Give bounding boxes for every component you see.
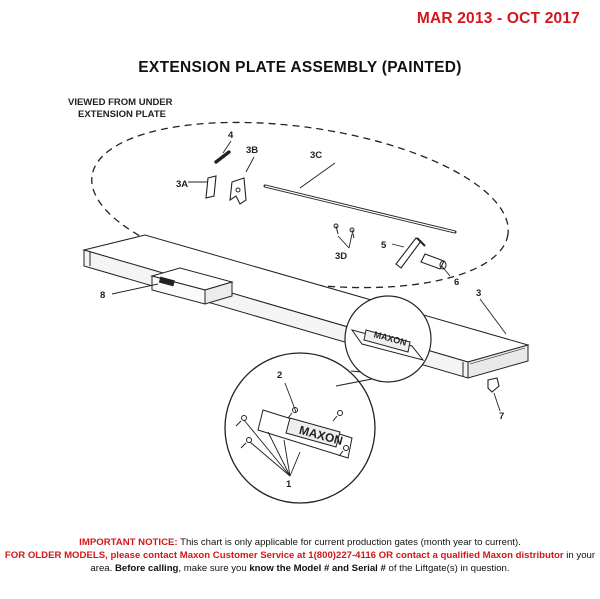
callout-3b: 3B (246, 145, 259, 156)
notice-text2: in your area. (90, 550, 596, 575)
callout-4: 4 (228, 130, 234, 141)
clip (488, 378, 499, 392)
callout-3a: 3A (176, 179, 189, 190)
brand-decal-plate: MAXON (372, 329, 408, 348)
handle (396, 238, 425, 268)
notice-older-models: FOR OLDER MODELS, please contact Maxon Customer Service at 1(800)227-4116 OR contact a qualified Maxon distributor (4, 550, 564, 562)
callout-3d: 3D (335, 251, 348, 262)
bracket-3a (206, 176, 216, 198)
notice-text3: , make sure you (178, 563, 250, 575)
view-note-line1: VIEWED FROM UNDER (68, 97, 173, 108)
callout-3: 3 (476, 288, 482, 299)
notice-label: IMPORTANT NOTICE: (79, 537, 178, 548)
notice-know-model: know the Model # and Serial # (249, 563, 386, 575)
screws-3d (334, 224, 354, 238)
callout-3c: 3C (310, 150, 323, 161)
important-notice (0, 536, 600, 576)
pin (216, 152, 229, 162)
notice-text4: of the Liftgate(s) in question. (385, 563, 510, 575)
brand-decal-detail: MAXON (297, 422, 345, 448)
bracket-3b (230, 178, 246, 204)
view-note-line2: EXTENSION PLATE (78, 109, 166, 120)
page-title: EXTENSION PLATE ASSEMBLY (PAINTED) (138, 59, 462, 76)
callout-6: 6 (454, 277, 460, 288)
callout-7: 7 (499, 411, 505, 422)
callout-1: 1 (286, 479, 292, 490)
callout-5: 5 (381, 240, 387, 251)
callout-8: 8 (100, 290, 106, 301)
callout-2: 2 (277, 370, 283, 381)
notice-before-calling: Before calling (114, 563, 179, 575)
notice-text1: This chart is only applicable for current production gates (month year to current). (177, 537, 521, 548)
date-range: MAR 2013 - OCT 2017 (416, 10, 580, 27)
